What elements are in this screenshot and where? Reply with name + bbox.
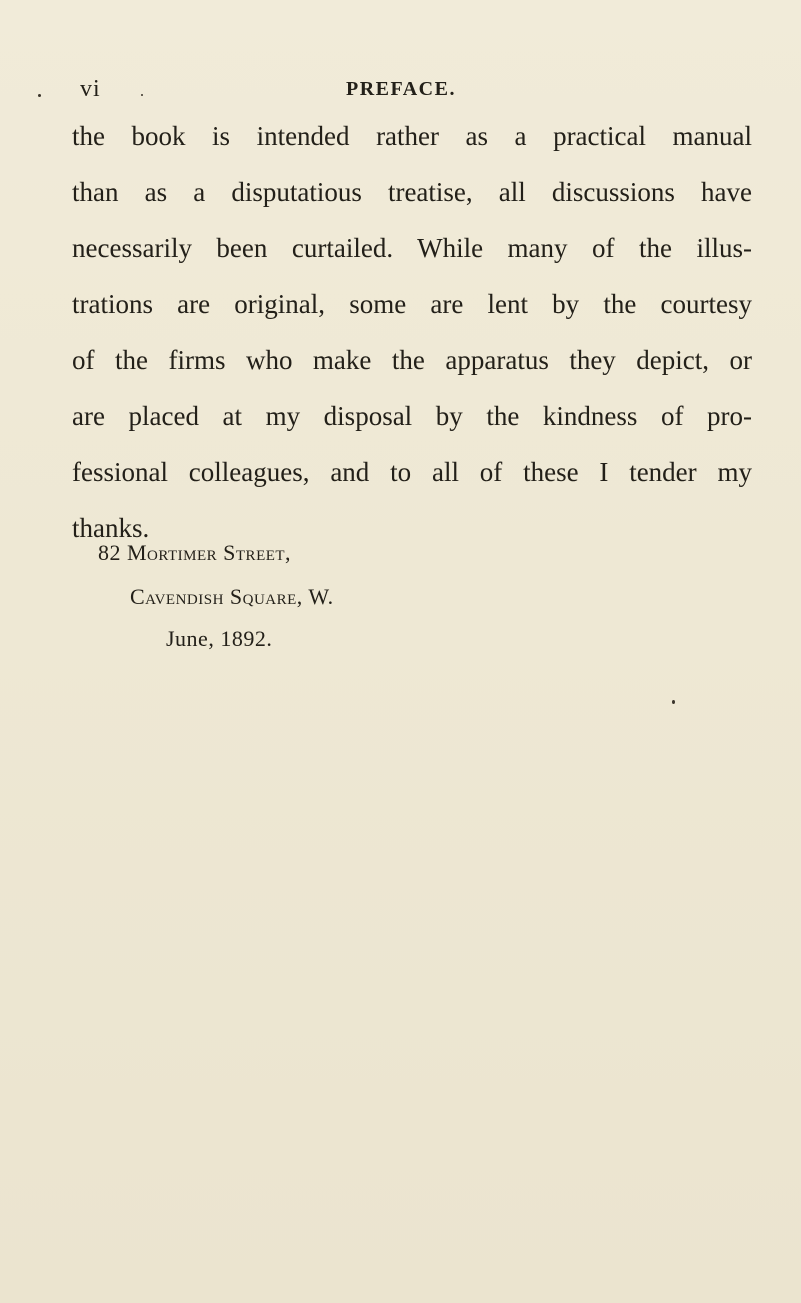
- preface-paragraph: [72, 108, 752, 556]
- address-line-street: 82 Mortimer Street,: [98, 540, 292, 565]
- address-line-square: Cavendish Square, W.: [130, 584, 334, 609]
- text-line: thanks.: [72, 513, 150, 543]
- text-line: trations are original, some are lent by the courtesy: [72, 289, 752, 319]
- text-line: the book is intended rather as a practical manual: [72, 121, 752, 151]
- text-line: of the firms who make the apparatus they depict, or: [72, 345, 752, 375]
- text-line: than as a disputatious treatise, all discussions have: [72, 177, 752, 207]
- running-title: PREFACE.: [346, 78, 456, 100]
- paper-speck: [141, 94, 143, 96]
- page-number: vi: [80, 76, 101, 102]
- text-line: necessarily been curtailed. While many of the illus-: [72, 233, 752, 263]
- running-head: [80, 76, 740, 106]
- text-line: are placed at my disposal by the kindness of pro-: [72, 401, 752, 431]
- text-line: fessional colleagues, and to all of these I tender my: [72, 457, 752, 487]
- signature-date: June, 1892.: [166, 626, 273, 651]
- paper-speck: [38, 94, 41, 97]
- paper-speck: [672, 700, 675, 704]
